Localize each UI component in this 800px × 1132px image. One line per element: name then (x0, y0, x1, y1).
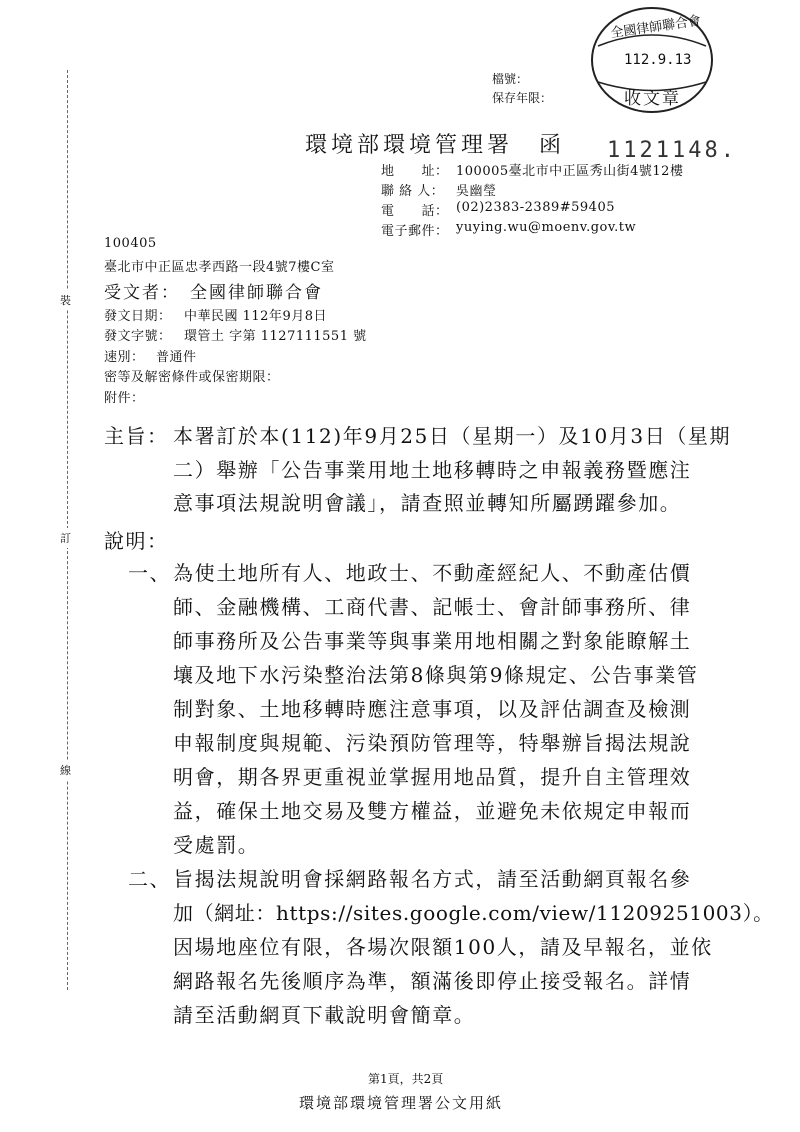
item-line: 旨揭法規說明會採網路報名方式，請至活動網頁報名參 (173, 867, 692, 891)
attachment-label: 附件： (104, 391, 145, 406)
received-stamp (588, 4, 716, 116)
page-number: 第1頁，共2頁 (368, 1072, 444, 1086)
email-value: yuying.wu@moenv.gov.tw (456, 220, 637, 235)
item-line: 制對象、土地移轉時應注意事項，以及評估調查及檢測 (173, 697, 692, 721)
item-line: 申報制度與規範、污染預防管理等，特舉辦旨揭法規說 (173, 731, 692, 755)
speed-value: 普通件 (156, 350, 197, 365)
retention-label: 保存年限： (492, 91, 553, 105)
stamp-org: 全國律師聯合會 (609, 13, 702, 42)
email-label: 電子郵件： (381, 224, 449, 239)
stamp-date: 112.9.13 (624, 52, 692, 68)
subject-line: 本署訂於本(112)年9月25日（星期一）及10月3日（星期 (173, 424, 732, 448)
item-line: 壤及地下水污染整治法第8條與第9條規定、公告事業管 (173, 663, 699, 687)
document-title: 環境部環境管理署 函 (305, 133, 566, 158)
issue-date: 中華民國 112年9月8日 (184, 309, 327, 324)
item-line: 明會，期各界更重視並掌握用地品質，提升自主管理效 (173, 765, 692, 789)
subject-line: 二）舉辦「公告事業用地土地移轉時之申報義務暨應注 (173, 458, 692, 482)
phone-value: (02)2383-2389#59405 (456, 200, 615, 215)
stamp-label: 收文章 (624, 89, 681, 109)
issue-date-label: 發文日期： (104, 309, 172, 324)
subject-label: 主旨： (104, 424, 169, 448)
item-marker: 二、 (128, 867, 171, 891)
phone-label: 電 話： (381, 204, 449, 219)
item-line: 為使土地所有人、地政士、不動產經紀人、不動產估價 (173, 561, 692, 585)
item-line: 受處罰。 (173, 833, 260, 857)
item-line: 因場地座位有限，各場次限額100人，請及早報名，並依 (173, 935, 713, 959)
subject-line: 意事項法規說明會議」，請查照並轉知所屬踴躍參加。 (173, 491, 682, 515)
handwritten-number: 1121148. (607, 138, 737, 163)
contact-label: 聯 絡 人： (381, 184, 445, 199)
item-line: 益，確保土地交易及雙方權益，並避免未依規定申報而 (173, 799, 692, 823)
speed-label: 速別： (104, 350, 145, 365)
address-label: 地 址： (381, 164, 449, 179)
item-line: 網路報名先後順序為準，額滿後即停止接受報名。詳情 (173, 969, 692, 993)
paper-footer: 環境部環境管理署公文用紙 (299, 1094, 504, 1112)
file-no-label: 檔號： (492, 72, 529, 86)
recipient-label: 受文者： (104, 283, 180, 303)
recipient-street-address: 臺北市中正區忠孝西路一段4號7樓C室 (104, 260, 335, 275)
binding-char-xian: 線 (60, 760, 71, 780)
address-value: 100005臺北市中正區秀山街4號12樓 (456, 164, 684, 179)
item-line-url: 加（網址：https://sites.google.com/view/11209251003）。 (173, 901, 774, 925)
contact-value: 吳幽瑩 (456, 184, 497, 199)
secrecy-label: 密等及解密條件或保密期限： (104, 370, 280, 385)
item-line: 師事務所及公告事業等與事業用地相關之對象能瞭解土 (173, 629, 692, 653)
explanation-label: 說明： (104, 529, 169, 553)
doc-number-label: 發文字號： (104, 329, 172, 344)
binding-char-zhuang: 裝 (60, 290, 71, 310)
recipient-name: 全國律師聯合會 (190, 283, 323, 303)
item-line: 師、金融機構、工商代書、記帳士、會計師事務所、律 (173, 595, 692, 619)
recipient-postal-code: 100405 (104, 236, 157, 251)
item-line: 請至活動網頁下載說明會簡章。 (173, 1003, 476, 1027)
binding-char-ding: 訂 (60, 528, 71, 548)
item-marker: 一、 (128, 561, 171, 585)
doc-number: 環管土 字第 1127111551 號 (184, 329, 367, 344)
